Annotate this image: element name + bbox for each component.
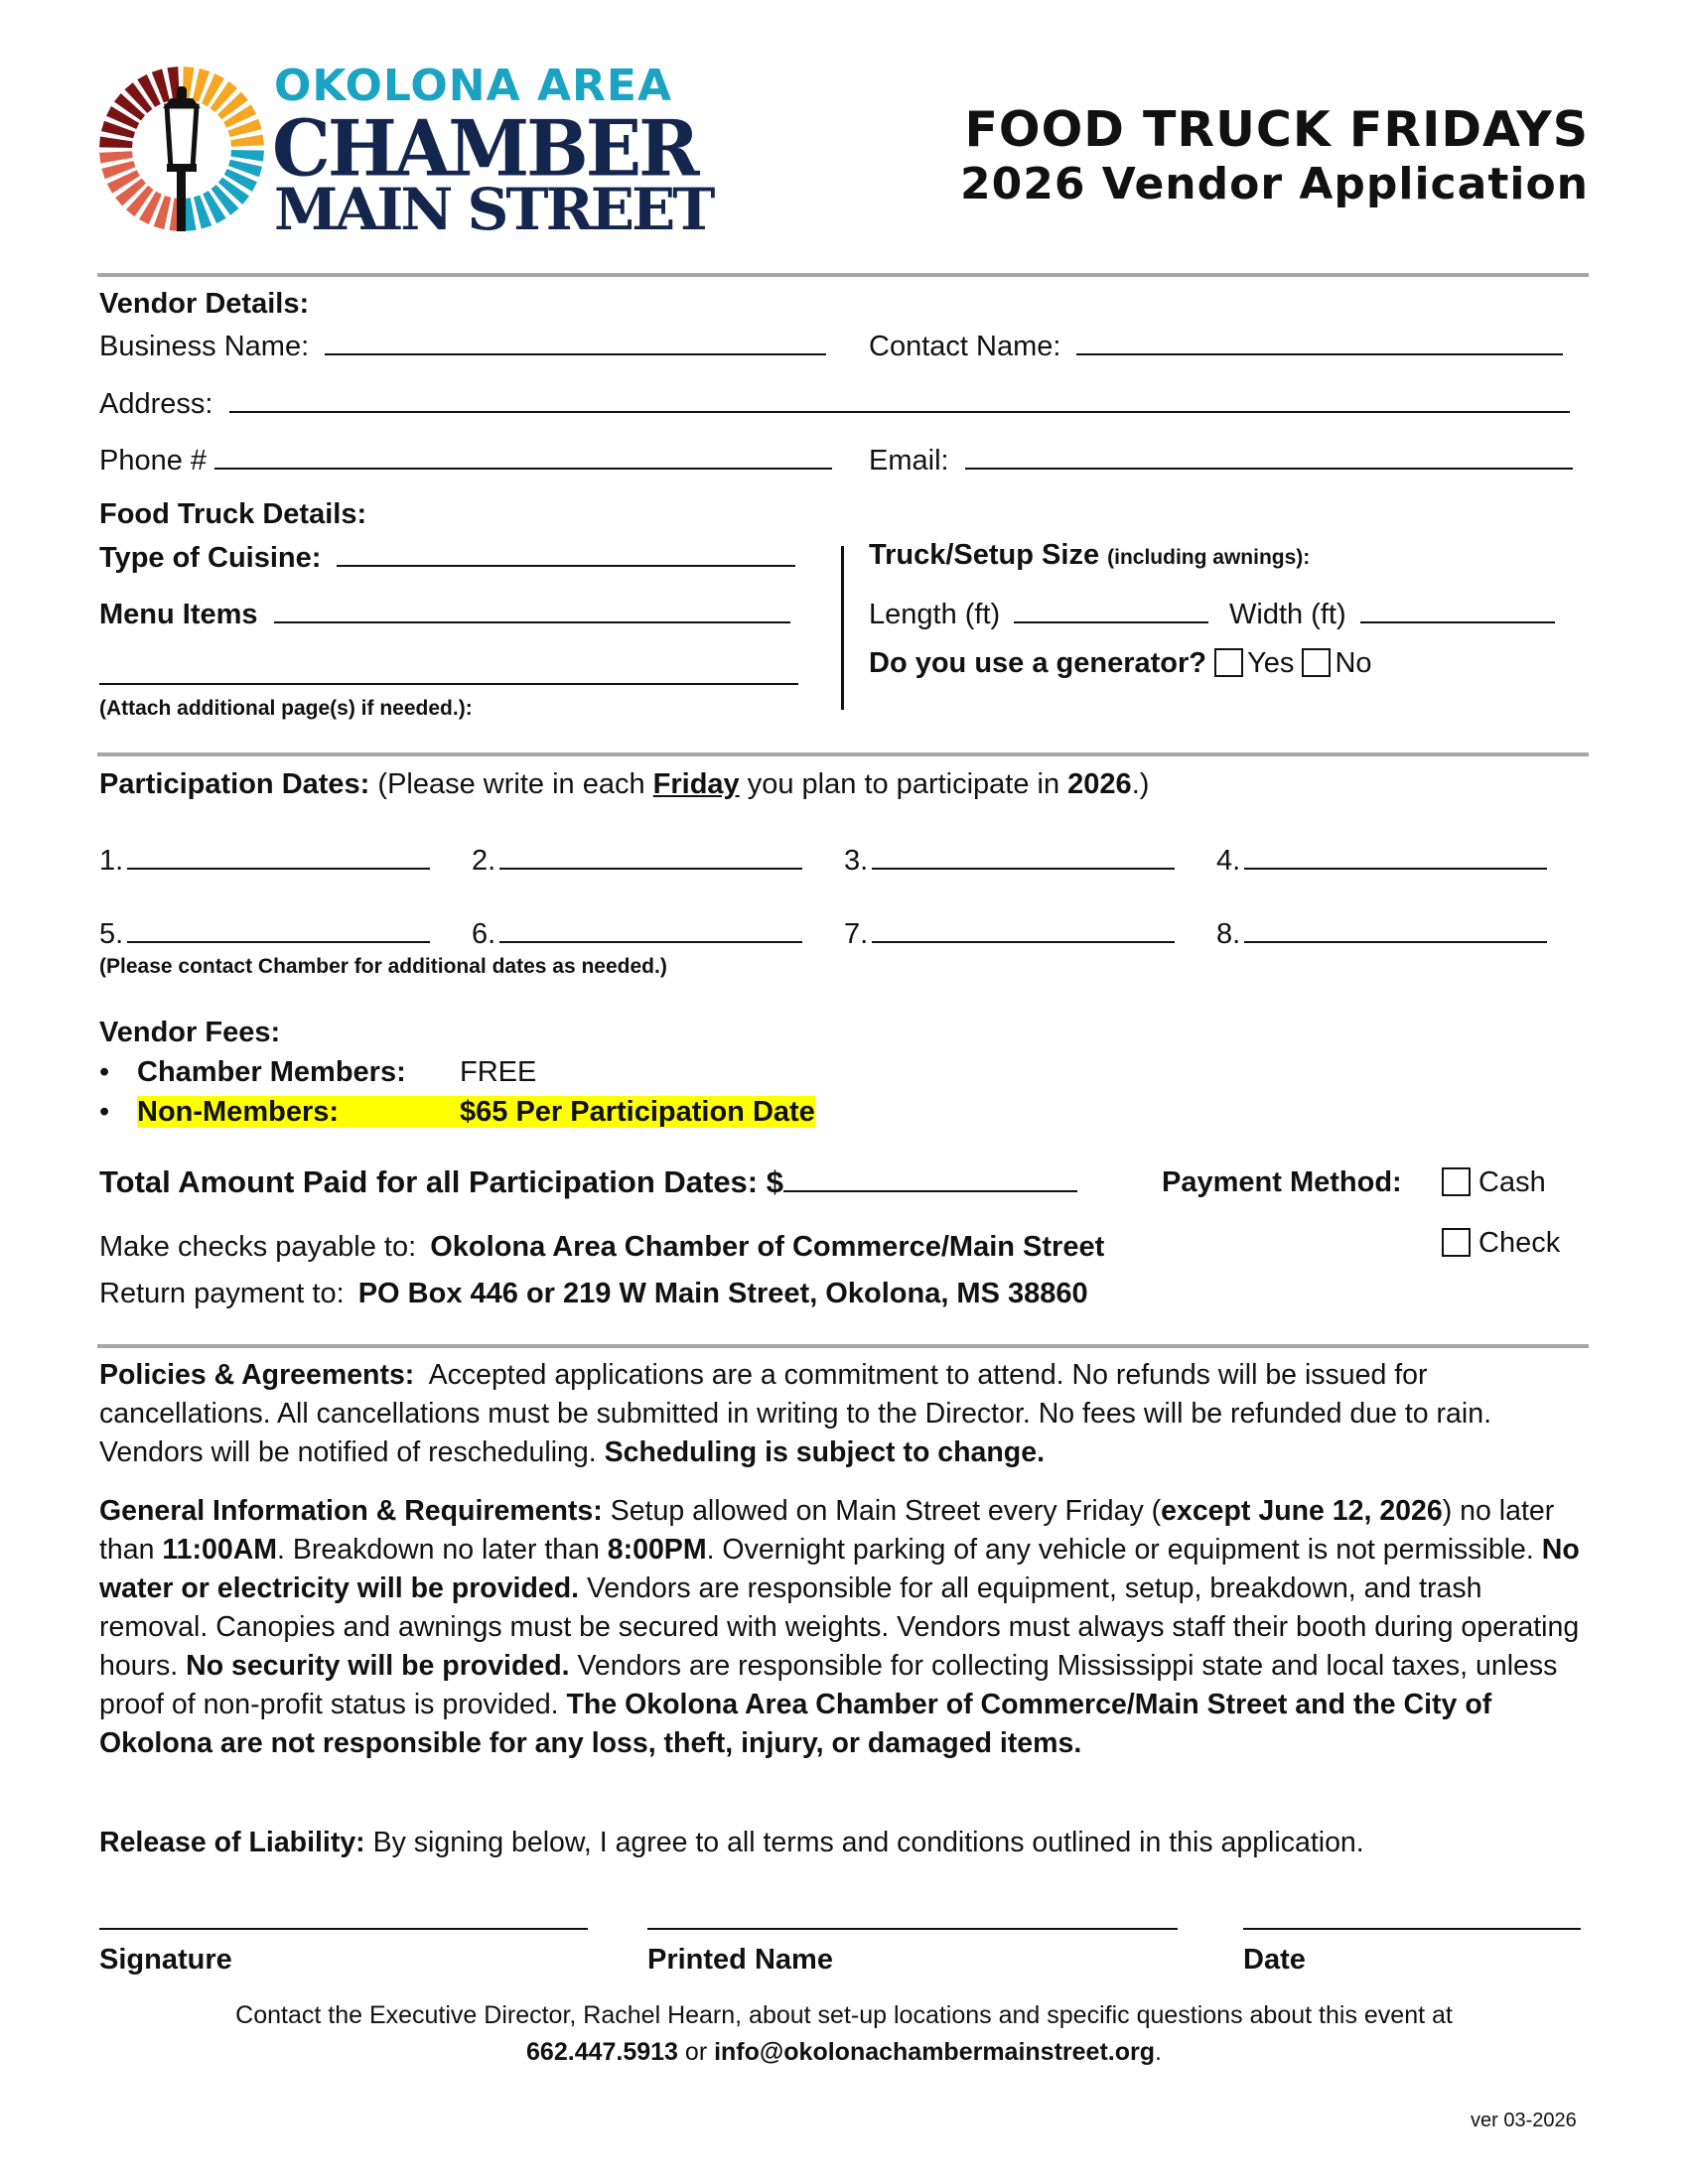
vendor-details-heading: Vendor Details:	[99, 288, 310, 320]
date-field-8[interactable]: 8.	[1216, 915, 1547, 951]
policies-paragraph: Policies & Agreements: Accepted applications are a commitment to attend. No refunds will be issued for cancellations. All cancellations must be submitted in writing to the Director. No fees will be refunded due to rain. Vendors will be notified of rescheduling. Scheduling is subject to change.	[99, 1359, 1491, 1468]
logo	[97, 61, 713, 243]
date-field-6[interactable]: 6.	[472, 915, 802, 951]
cuisine-field[interactable]	[99, 539, 795, 575]
payment-cash[interactable]	[1442, 1166, 1546, 1199]
printed-name-field[interactable]	[647, 1898, 1178, 1930]
generator-yes-checkbox[interactable]	[1214, 648, 1243, 677]
signature-field[interactable]	[99, 1898, 588, 1930]
contact-name-field[interactable]	[869, 328, 1563, 363]
length-label: Length (ft)	[869, 599, 1001, 630]
address-field[interactable]	[99, 385, 1570, 421]
general-info-paragraph: General Information & Requirements: Setup allowed on Main Street every Friday (except June 12, 2026) no later than 11:00AM. Breakdown no later than 8:00PM. Overnight parking of any vehicle or equipment is not permissible. No water or electricity will be provided. Vendors are responsible for all equipment, setup, breakdown, and trash removal. Canopies and awnings must be secured with weights. Vendors must always staff their booth during operating hours. No security will be provided. Vendors are responsible for collecting Mississippi state and local taxes, unless proof of non-profit status is provided. The Okolona Area Chamber of Commerce/Main Street and the City of Okolona are not responsible for any loss, theft, injury, or damaged items.	[99, 1495, 1580, 1759]
logo-ray	[99, 136, 133, 148]
truck-size-heading: Truck/Setup Size (including awnings):	[869, 539, 1311, 571]
generator-yes-label: Yes	[1247, 647, 1295, 679]
fees-heading: Vendor Fees:	[99, 1017, 281, 1048]
address-label: Address:	[99, 388, 213, 420]
logo-line1: OKOLONA AREA	[274, 61, 673, 111]
footer-contact: Contact the Executive Director, Rachel Hearn, about set-up locations and specific questions about this event at 662.447.5913 or info@okolonachambermainstreet.org.	[235, 2001, 1453, 2066]
generator-no-checkbox[interactable]	[1302, 648, 1331, 677]
check-label: Check	[1478, 1227, 1561, 1259]
participation-intro: Participation Dates: (Please write in each Friday you plan to participate in 2026.)	[99, 768, 1150, 800]
phone-label: Phone #	[99, 445, 208, 477]
lamp-sunburst-icon	[97, 65, 266, 233]
signature-label: Signature	[99, 1944, 232, 1976]
dates-note: (Please contact Chamber for additional dates as needed.)	[99, 955, 667, 978]
date-field-4[interactable]: 4.	[1216, 842, 1547, 878]
phone-field[interactable]	[99, 442, 832, 478]
email-label: Email:	[869, 445, 949, 477]
page-subtitle: 2026 Vendor Application	[960, 159, 1589, 209]
food-truck-heading: Food Truck Details:	[99, 498, 367, 530]
divider-rule	[97, 752, 1589, 756]
generator-no-label: No	[1335, 647, 1372, 679]
date-field-1[interactable]: 1.	[99, 842, 430, 878]
cuisine-label: Type of Cuisine:	[99, 542, 322, 574]
date-field-5[interactable]: 5.	[99, 915, 430, 951]
payment-check[interactable]	[1442, 1227, 1560, 1260]
contact-name-label: Contact Name:	[869, 331, 1061, 362]
divider-rule	[97, 273, 1589, 277]
version-label: ver 03-2026	[1471, 2110, 1577, 2131]
logo-ray	[184, 198, 196, 231]
length-field[interactable]	[869, 596, 1208, 631]
total-amount-label: Total Amount Paid for all Participation Dates: $	[99, 1164, 783, 1199]
business-name-field[interactable]	[99, 328, 826, 363]
payment-method: Payment Method:	[1162, 1166, 1402, 1198]
date-field[interactable]	[1243, 1898, 1581, 1930]
vertical-divider	[841, 546, 844, 710]
cash-label: Cash	[1478, 1166, 1546, 1198]
generator-question: Do you use a generator? Yes No	[869, 647, 1372, 679]
attach-note: (Attach additional page(s) if needed.):	[99, 697, 473, 720]
printed-name-label: Printed Name	[647, 1944, 833, 1976]
logo-ray	[230, 150, 264, 162]
logo-line2: CHAMBER	[272, 104, 697, 195]
date-field-7[interactable]: 7.	[844, 915, 1175, 951]
menu-items-field-2[interactable]	[99, 655, 798, 685]
logo-ray	[99, 151, 133, 163]
menu-items-field[interactable]	[99, 596, 790, 631]
date-label: Date	[1243, 1944, 1306, 1976]
email-field[interactable]	[869, 442, 1573, 478]
footer-phone[interactable]: 662.447.5913	[526, 2038, 678, 2066]
checks-payable: Make checks payable to: Okolona Area Chamber of Commerce/Main Street	[99, 1231, 1105, 1263]
footer-email-link[interactable]: info@okolonachambermainstreet.org	[714, 2038, 1155, 2066]
date-field-3[interactable]: 3.	[844, 842, 1175, 878]
release-paragraph: Release of Liability: By signing below, I agree to all terms and conditions outlined in this application.	[99, 1827, 1364, 1858]
fee-members: • Chamber Members: FREE	[99, 1056, 537, 1088]
page-title: FOOD TRUCK FRIDAYS	[964, 101, 1589, 158]
cash-checkbox[interactable]	[1442, 1167, 1471, 1196]
menu-items-label: Menu Items	[99, 599, 258, 630]
logo-ray	[230, 134, 264, 146]
divider-rule	[97, 1344, 1589, 1348]
fee-nonmembers: • Non-Members: $65 Per Participation Date	[99, 1096, 815, 1128]
check-checkbox[interactable]	[1442, 1228, 1471, 1257]
width-label: Width (ft)	[1229, 599, 1346, 630]
width-field[interactable]	[1229, 596, 1555, 631]
date-field-2[interactable]: 2.	[472, 842, 802, 878]
total-amount-field[interactable]	[99, 1164, 1077, 1200]
business-name-label: Business Name:	[99, 331, 310, 362]
logo-line3: MAIN STREET	[274, 176, 713, 243]
return-payment: Return payment to: PO Box 446 or 219 W Main Street, Okolona, MS 38860	[99, 1278, 1088, 1309]
